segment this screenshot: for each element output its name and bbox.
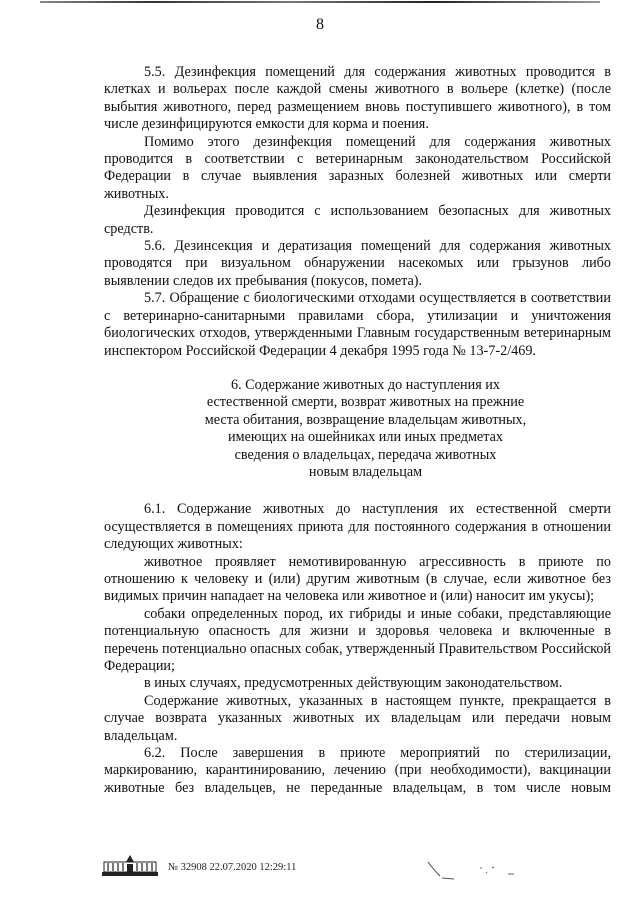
paragraph-5-5: 5.5. Дезинфекция помещений для содержания животных проводится в клетках и вольерах после каждой смены животного в вольере (клетке) (после выбытия животного, перед размещением вновь поступившего животного), в том числе дезинфицируются емкости для корма и поения.	[104, 64, 611, 133]
paragraph-termination: Содержание животных, указанных в настоящем пункте, прекращается в случае возврата указанных животных их владельцам или передачи новым владельцам.	[104, 692, 611, 744]
paragraph-dangerous-dogs: собаки определенных пород, их гибриды и иные собаки, представляющие потенциальную опасность для жизни и здоровья человека и включенные в перечень потенциально опасных собак, утвержденный Правительством Российской Федерации;	[104, 605, 611, 674]
heading-line: 6. Содержание животных до наступления их	[230, 376, 500, 393]
handwritten-mark	[420, 848, 540, 888]
paragraph-aggressive-animal: животное проявляет немотивированную агрессивность в приюте по отношению к человеку и (или) другим животным (в случае, если животное без видимых причин нападает на человека или животное и (или) наносит им укусы);	[104, 553, 611, 605]
heading-line: имеющих на ошейниках или иных предметах	[228, 429, 503, 446]
paragraph-5-6: 5.6. Дезинсекция и дератизация помещений для содержания животных проводятся при визуальном обнаружении насекомых или грызунов либо выявлении следов их пребывания (покусов, помета).	[104, 238, 611, 289]
page-footer	[100, 848, 620, 888]
scan-edge-line	[40, 1, 600, 3]
paragraph-disinfection-safe: Дезинфекция проводится с использованием безопасных для животных средств.	[104, 203, 611, 237]
heading-line: сведения о владельцах, передача животных	[234, 446, 497, 463]
heading-line: новым владельцам	[308, 463, 423, 480]
page-number: 8	[316, 16, 324, 33]
heading-line: места обитания, возвращение владельцам животных,	[204, 411, 527, 428]
registration-stamp: № 32908 22.07.2020 12:29:11	[168, 862, 297, 873]
paragraph-disinfection-law: Помимо этого дезинфекция помещений для содержания животных проводится в соответствии с ветеринарным законодательством Российской Федерации в случае выявления заразных болезней животных или смерти животных.	[104, 133, 611, 202]
document-body	[104, 64, 611, 797]
building-stamp-icon	[100, 852, 160, 878]
paragraph-other-cases: в иных случаях, предусмотренных действующим законодательством.	[144, 675, 563, 692]
section-6-heading	[104, 377, 611, 481]
heading-line: естественной смерти, возврат животных на прежние	[206, 394, 525, 411]
paragraph-6-2: 6.2. После завершения в приюте мероприятий по стерилизации, маркированию, карантинированию, лечению (при необходимости), вакцинации животные без владельцев, не переданные владельцам, в том числе новым	[104, 745, 611, 796]
paragraph-5-7: 5.7. Обращение с биологическими отходами осуществляется в соответствии с ветеринарно-санитарными правилами сбора, утилизации и уничтожения биологических отходов, утвержденными Главным государственным ветеринарным инспектором Российской Федерации 4 декабря 1995 года № 13-7-2/469.	[104, 290, 611, 359]
paragraph-6-1: 6.1. Содержание животных до наступления их естественной смерти осуществляется в помещениях приюта для постоянного содержания в отношении следующих животных:	[104, 501, 611, 553]
